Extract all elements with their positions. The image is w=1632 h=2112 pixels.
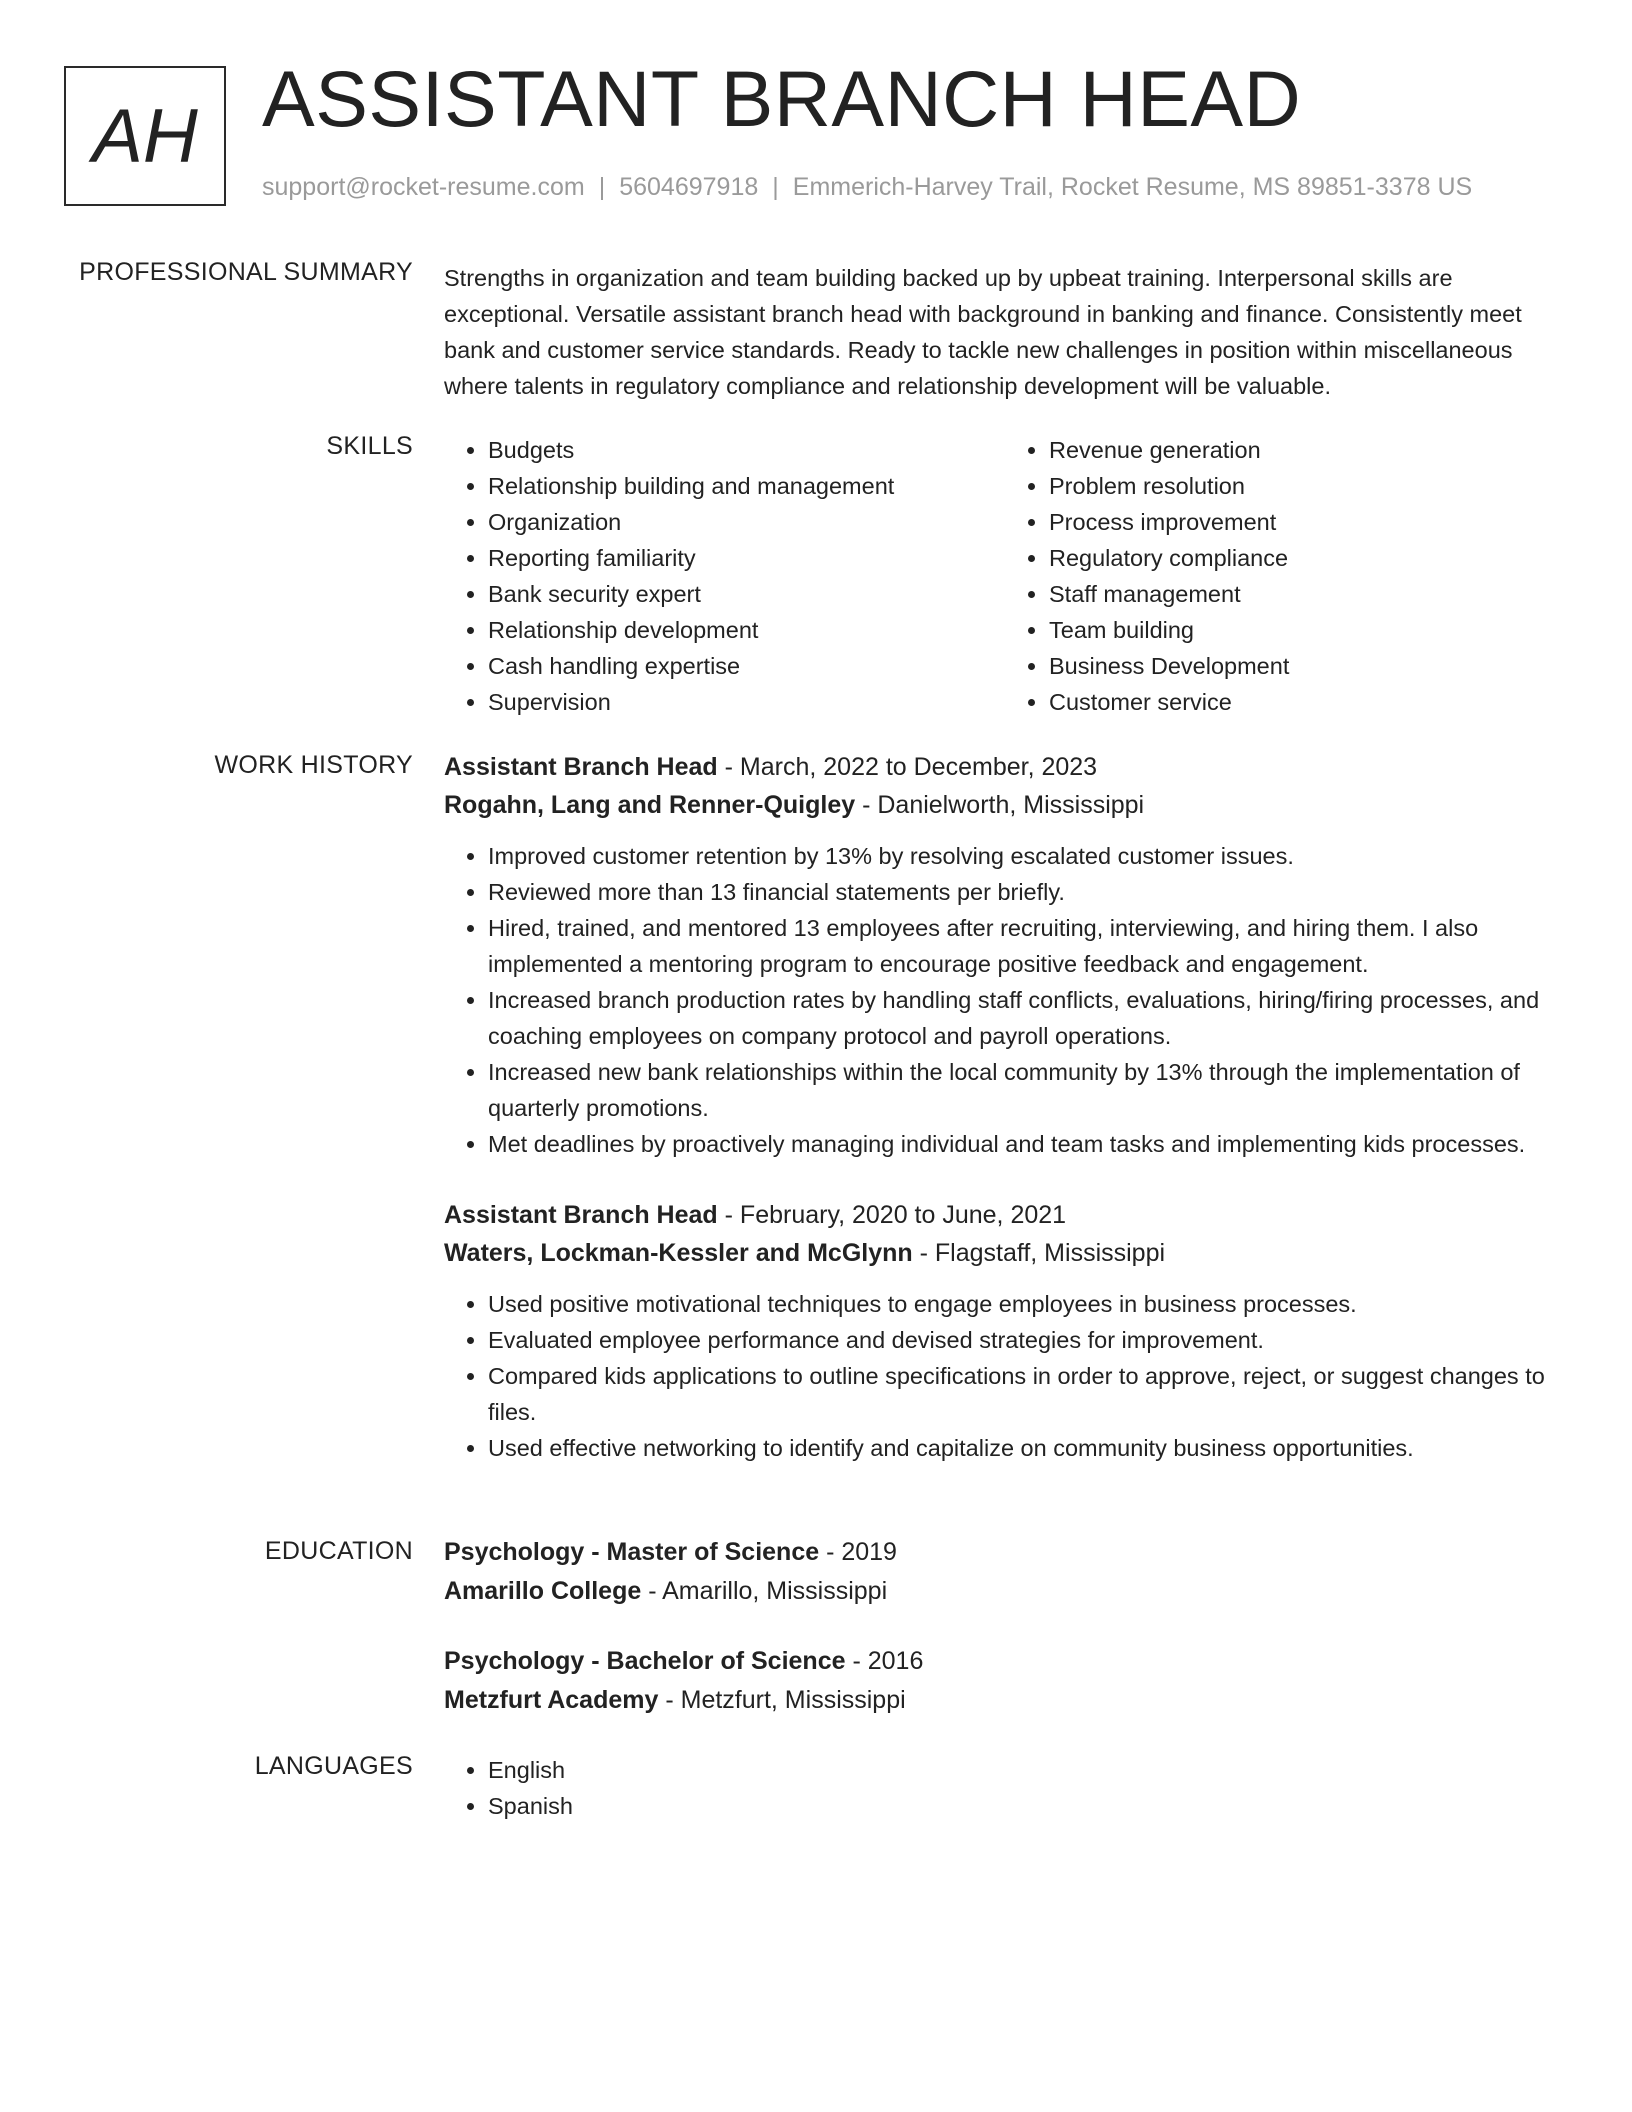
job-title: Assistant Branch Head	[444, 1201, 718, 1229]
job-bullet: • Used positive motivational techniques to engage employees in business processes.	[488, 1286, 1566, 1322]
job-bullets	[444, 1286, 1566, 1466]
job-heading	[444, 1196, 1566, 1234]
employer-location: - Flagstaff, Mississippi	[912, 1239, 1166, 1267]
job-heading	[444, 748, 1566, 786]
job-bullet: • Evaluated employee performance and devised strategies for improvement.	[488, 1322, 1566, 1358]
school-location: - Amarillo, Mississippi	[641, 1577, 888, 1605]
section-label: WORK HISTORY	[214, 751, 413, 779]
education-entry	[444, 1642, 1566, 1720]
skill-item: • Budgets	[488, 432, 1005, 468]
language-item: • Spanish	[488, 1788, 1566, 1824]
skills-list-left	[444, 432, 1005, 720]
school: Amarillo College	[444, 1577, 642, 1605]
section-label: LANGUAGES	[254, 1752, 413, 1780]
job-bullet: • Used effective networking to identify and capitalize on community business opportunities.	[488, 1430, 1566, 1466]
languages-list	[444, 1752, 1566, 1824]
school: Metzfurt Academy	[444, 1686, 659, 1714]
school-location: - Metzfurt, Mississippi	[658, 1686, 906, 1714]
education-entry	[444, 1533, 1566, 1611]
language-item: • English	[488, 1752, 1566, 1788]
employer-line	[444, 786, 1566, 824]
skill-item: • Relationship development	[488, 612, 1005, 648]
skill-item: • Bank security expert	[488, 576, 1005, 612]
employer-location: - Danielworth, Mississippi	[855, 791, 1145, 819]
skill-item: • Cash handling expertise	[488, 648, 1005, 684]
school-line	[444, 1681, 1566, 1720]
section-body	[444, 748, 1566, 1466]
degree: Psychology - Bachelor of Science	[444, 1647, 846, 1675]
skill-item: • Customer service	[1049, 684, 1566, 720]
skill-item: • Regulatory compliance	[1049, 540, 1566, 576]
skill-item: • Process improvement	[1049, 504, 1566, 540]
skill-item: • Organization	[488, 504, 1005, 540]
section-body	[444, 260, 1566, 404]
section-label: EDUCATION	[264, 1537, 413, 1565]
email: support@rocket-resume.com	[262, 173, 585, 201]
job-bullet: • Reviewed more than 13 financial statements per briefly.	[488, 874, 1566, 910]
job-entry	[444, 748, 1566, 1162]
degree-line	[444, 1642, 1566, 1681]
school-line	[444, 1572, 1566, 1611]
skill-item: • Revenue generation	[1049, 432, 1566, 468]
job-dates: - February, 2020 to June, 2021	[717, 1201, 1067, 1229]
employer-line	[444, 1234, 1566, 1272]
degree: Psychology - Master of Science	[444, 1538, 820, 1566]
job-bullet: • Increased new bank relationships within the local community by 13% through the implementation of quarterly promotions.	[488, 1054, 1566, 1126]
job-bullet: • Improved customer retention by 13% by resolving escalated customer issues.	[488, 838, 1566, 874]
skills-columns	[444, 432, 1566, 720]
skill-item: • Problem resolution	[1049, 468, 1566, 504]
skill-item: • Reporting familiarity	[488, 540, 1005, 576]
employer: Waters, Lockman-Kessler and McGlynn	[444, 1239, 913, 1267]
contact-line	[262, 173, 1472, 202]
job-entry	[444, 1196, 1566, 1466]
skill-item: • Staff management	[1049, 576, 1566, 612]
degree-line	[444, 1533, 1566, 1572]
initials: AH	[92, 93, 198, 179]
skills-list-right	[1005, 432, 1566, 720]
graduation-year: - 2016	[845, 1647, 924, 1675]
phone: 5604697918	[619, 173, 759, 201]
section-label: PROFESSIONAL SUMMARY	[79, 258, 413, 286]
skill-item: • Supervision	[488, 684, 1005, 720]
job-bullet: • Compared kids applications to outline specifications in order to approve, reject, or suggest changes to files.	[488, 1358, 1566, 1430]
skill-item: • Team building	[1049, 612, 1566, 648]
section-body	[444, 1533, 1566, 1720]
graduation-year: - 2019	[819, 1538, 897, 1566]
summary-text: Strengths in organization and team building backed up by upbeat training. Interpersonal skills are exceptional. Versatile assistant branch head with background in banking and finance. Consistently meet bank and customer service standards. Ready to tackle new challenges in position within miscellaneous where talents in regulatory compliance and relationship development will be valuable.	[444, 265, 1522, 399]
skill-item: • Business Development	[1049, 648, 1566, 684]
separator: |	[772, 173, 779, 201]
job-title: Assistant Branch Head	[444, 753, 718, 781]
section-label: SKILLS	[326, 432, 413, 460]
job-bullet: • Met deadlines by proactively managing individual and team tasks and implementing kids processes.	[488, 1126, 1566, 1162]
job-dates: - March, 2022 to December, 2023	[717, 753, 1098, 781]
job-bullet: • Increased branch production rates by handling staff conflicts, evaluations, hiring/firing processes, and coaching employees on company protocol and payroll operations.	[488, 982, 1566, 1054]
job-bullet: • Hired, trained, and mentored 13 employees after recruiting, interviewing, and hiring them. I also implemented a mentoring program to encourage positive feedback and engagement.	[488, 910, 1566, 982]
section-body	[444, 1752, 1566, 1824]
page-title: ASSISTANT BRANCH HEAD	[262, 54, 1302, 143]
job-bullets	[444, 838, 1566, 1162]
employer: Rogahn, Lang and Renner-Quigley	[444, 791, 856, 819]
skill-item: • Relationship building and management	[488, 468, 1005, 504]
monogram-box	[64, 66, 226, 206]
separator: |	[598, 173, 606, 201]
address: Emmerich-Harvey Trail, Rocket Resume, MS 89851-3378 US	[792, 173, 1473, 201]
